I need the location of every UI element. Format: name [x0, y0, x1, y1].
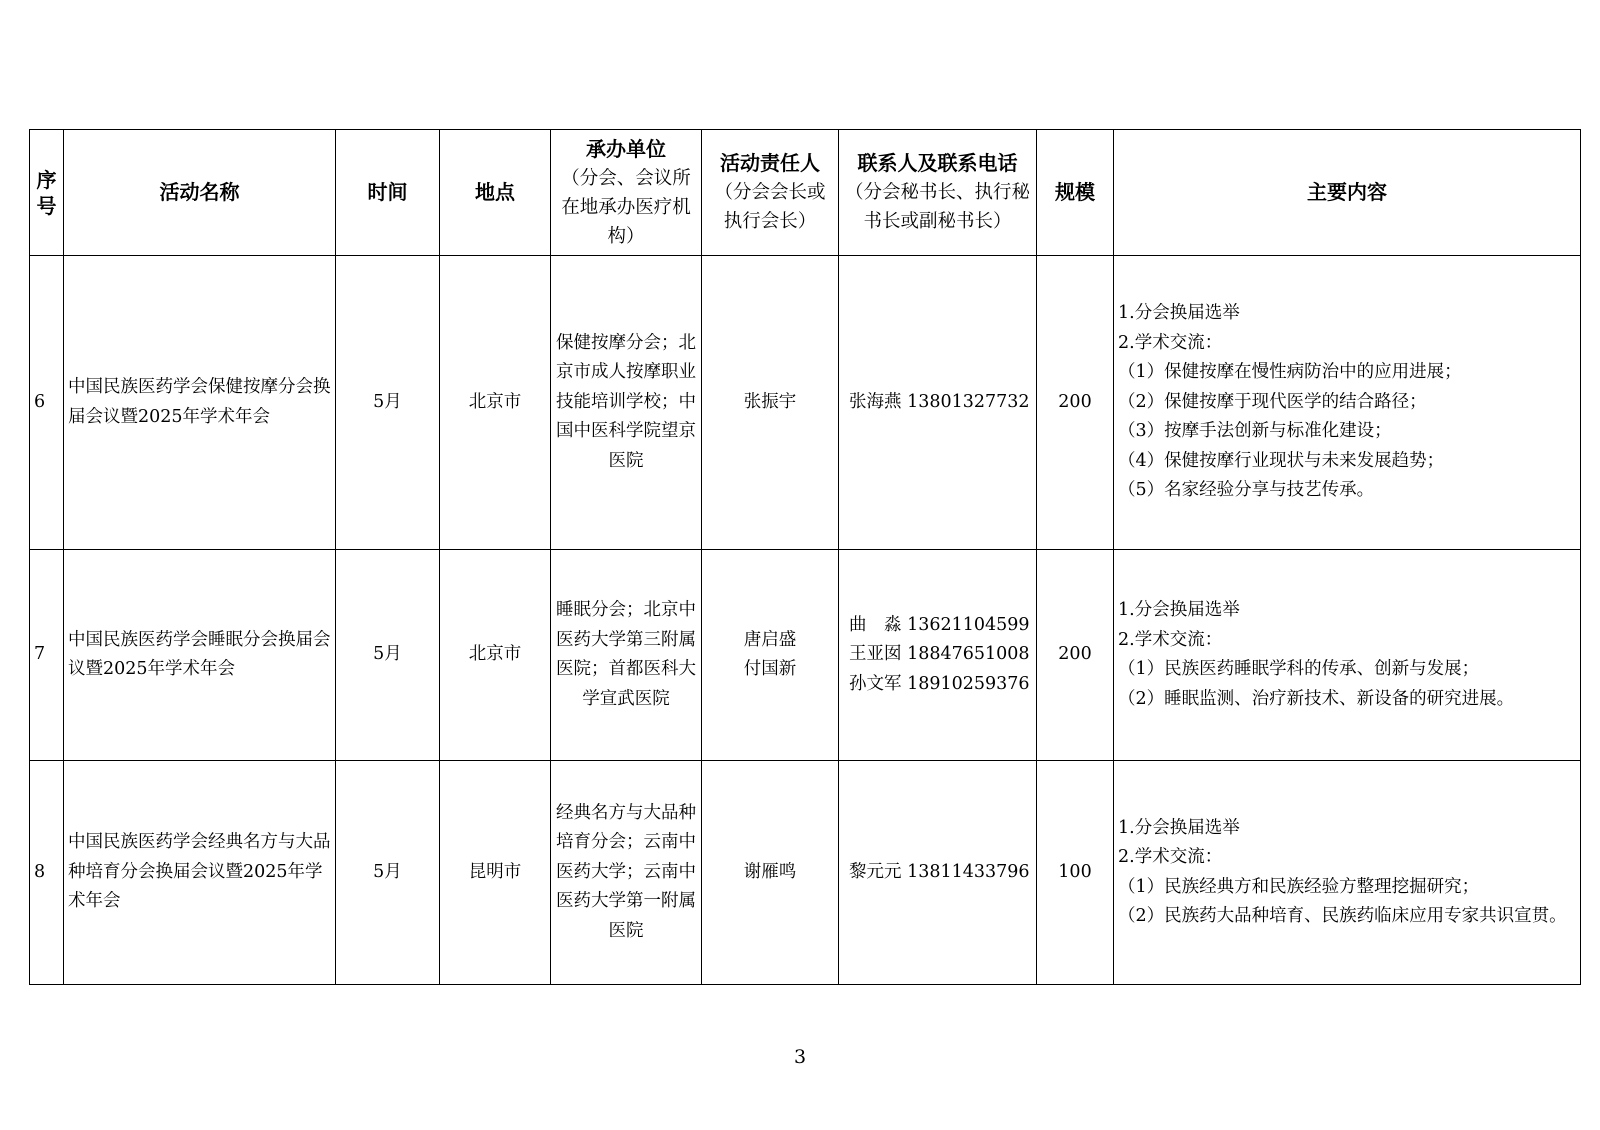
content-line: 2.学术交流： [1118, 629, 1223, 650]
row-seq: 7 [30, 550, 64, 761]
header-seq: 序号 [30, 130, 64, 256]
row-content [1114, 550, 1581, 761]
row-leader-text: 唐启盛 付国新 [743, 629, 797, 679]
row-place: 北京市 [440, 256, 551, 550]
contact-line: 黎元元 13811433796 [849, 861, 1030, 882]
content-line: （1）保健按摩在慢性病防治中的应用进展； [1118, 362, 1462, 383]
row-contacts [839, 256, 1037, 550]
header-time: 时间 [336, 130, 440, 256]
contact-line: 王亚囡 18847651008 [849, 644, 1030, 665]
header-content: 主要内容 [1114, 130, 1581, 256]
row-time: 5月 [336, 256, 440, 550]
header-leader-sub: （分会会长或执行会长） [714, 182, 826, 232]
row-activity-name: 中国民族医药学会经典名方与大品种培育分会换届会议暨2025年学术年会 [64, 761, 336, 985]
content-line: （1）民族医药睡眠学科的传承、创新与发展； [1118, 659, 1480, 679]
row-leader [702, 550, 839, 761]
row-seq: 6 [30, 256, 64, 550]
page-number: 3 [793, 1046, 807, 1068]
row-seq: 8 [30, 761, 64, 985]
content-line: 2.学术交流： [1118, 332, 1223, 353]
activity-schedule-table [29, 129, 1581, 985]
table-header-row [30, 130, 1581, 256]
header-contact-sub: （分会秘书长、执行秘书长或副秘书长） [844, 182, 1030, 232]
content-line: （2）保健按摩于现代医学的结合路径； [1118, 391, 1427, 412]
content-line: （5）名家经验分享与技艺传承。 [1118, 480, 1375, 501]
row-scale: 100 [1037, 761, 1114, 985]
contact-line: 张海燕 13801327732 [849, 391, 1030, 412]
row-organizer: 保健按摩分会；北京市成人按摩职业技能培训学校；中国中医科学院望京医院 [551, 256, 702, 550]
row-scale: 200 [1037, 256, 1114, 550]
content-line: 1.分会换届选举 [1118, 817, 1240, 838]
contact-line: 曲 淼 13621104599 [849, 614, 1030, 635]
header-organizer [551, 130, 702, 256]
header-contact-title: 联系人及联系电话 [857, 151, 1018, 175]
row-leader: 张振宇 [702, 256, 839, 550]
row-leader: 谢雁鸣 [702, 761, 839, 985]
row-activity-name: 中国民族医药学会睡眠分会换届会议暨2025年学术年会 [64, 550, 336, 761]
content-line: （3）按摩手法创新与标准化建设； [1118, 421, 1392, 442]
header-leader [702, 130, 839, 256]
row-place: 昆明市 [440, 761, 551, 985]
contact-line: 孙文军 18910259376 [849, 673, 1030, 694]
table-row [30, 550, 1581, 761]
row-organizer: 经典名方与大品种培育分会；云南中医药大学；云南中医药大学第一附属医院 [551, 761, 702, 985]
row-scale: 200 [1037, 550, 1114, 761]
header-organizer-title: 承办单位 [586, 136, 666, 161]
content-line: 1.分会换届选举 [1118, 600, 1240, 620]
row-place: 北京市 [440, 550, 551, 761]
header-contact [839, 130, 1037, 256]
row-contacts [839, 550, 1037, 761]
row-contacts [839, 761, 1037, 985]
content-line: （2）睡眠监测、治疗新技术、新设备的研究进展。 [1118, 688, 1515, 709]
row-content [1114, 761, 1581, 985]
content-line: （1）民族经典方和民族经验方整理挖掘研究； [1118, 876, 1480, 897]
header-name: 活动名称 [64, 130, 336, 256]
row-organizer: 睡眠分会；北京中医药大学第三附属医院；首都医科大学宣武医院 [551, 550, 702, 761]
row-content [1114, 256, 1581, 550]
content-line: （2）民族药大品种培育、民族药临床应用专家共识宣贯。 [1118, 906, 1567, 926]
row-activity-name: 中国民族医药学会保健按摩分会换届会议暨2025年学术年会 [64, 256, 336, 550]
header-leader-title: 活动责任人 [720, 151, 820, 175]
row-time: 5月 [336, 550, 440, 761]
header-scale: 规模 [1037, 130, 1114, 256]
content-line: 2.学术交流： [1118, 847, 1223, 867]
row-time: 5月 [336, 761, 440, 985]
content-line: （4）保健按摩行业现状与未来发展趋势； [1118, 450, 1445, 471]
table-row [30, 256, 1581, 550]
content-line: 1.分会换届选举 [1118, 303, 1240, 324]
header-organizer-sub: （分会、会议所在地承办医疗机构） [561, 167, 691, 247]
header-place: 地点 [440, 130, 551, 256]
table-row [30, 761, 1581, 985]
